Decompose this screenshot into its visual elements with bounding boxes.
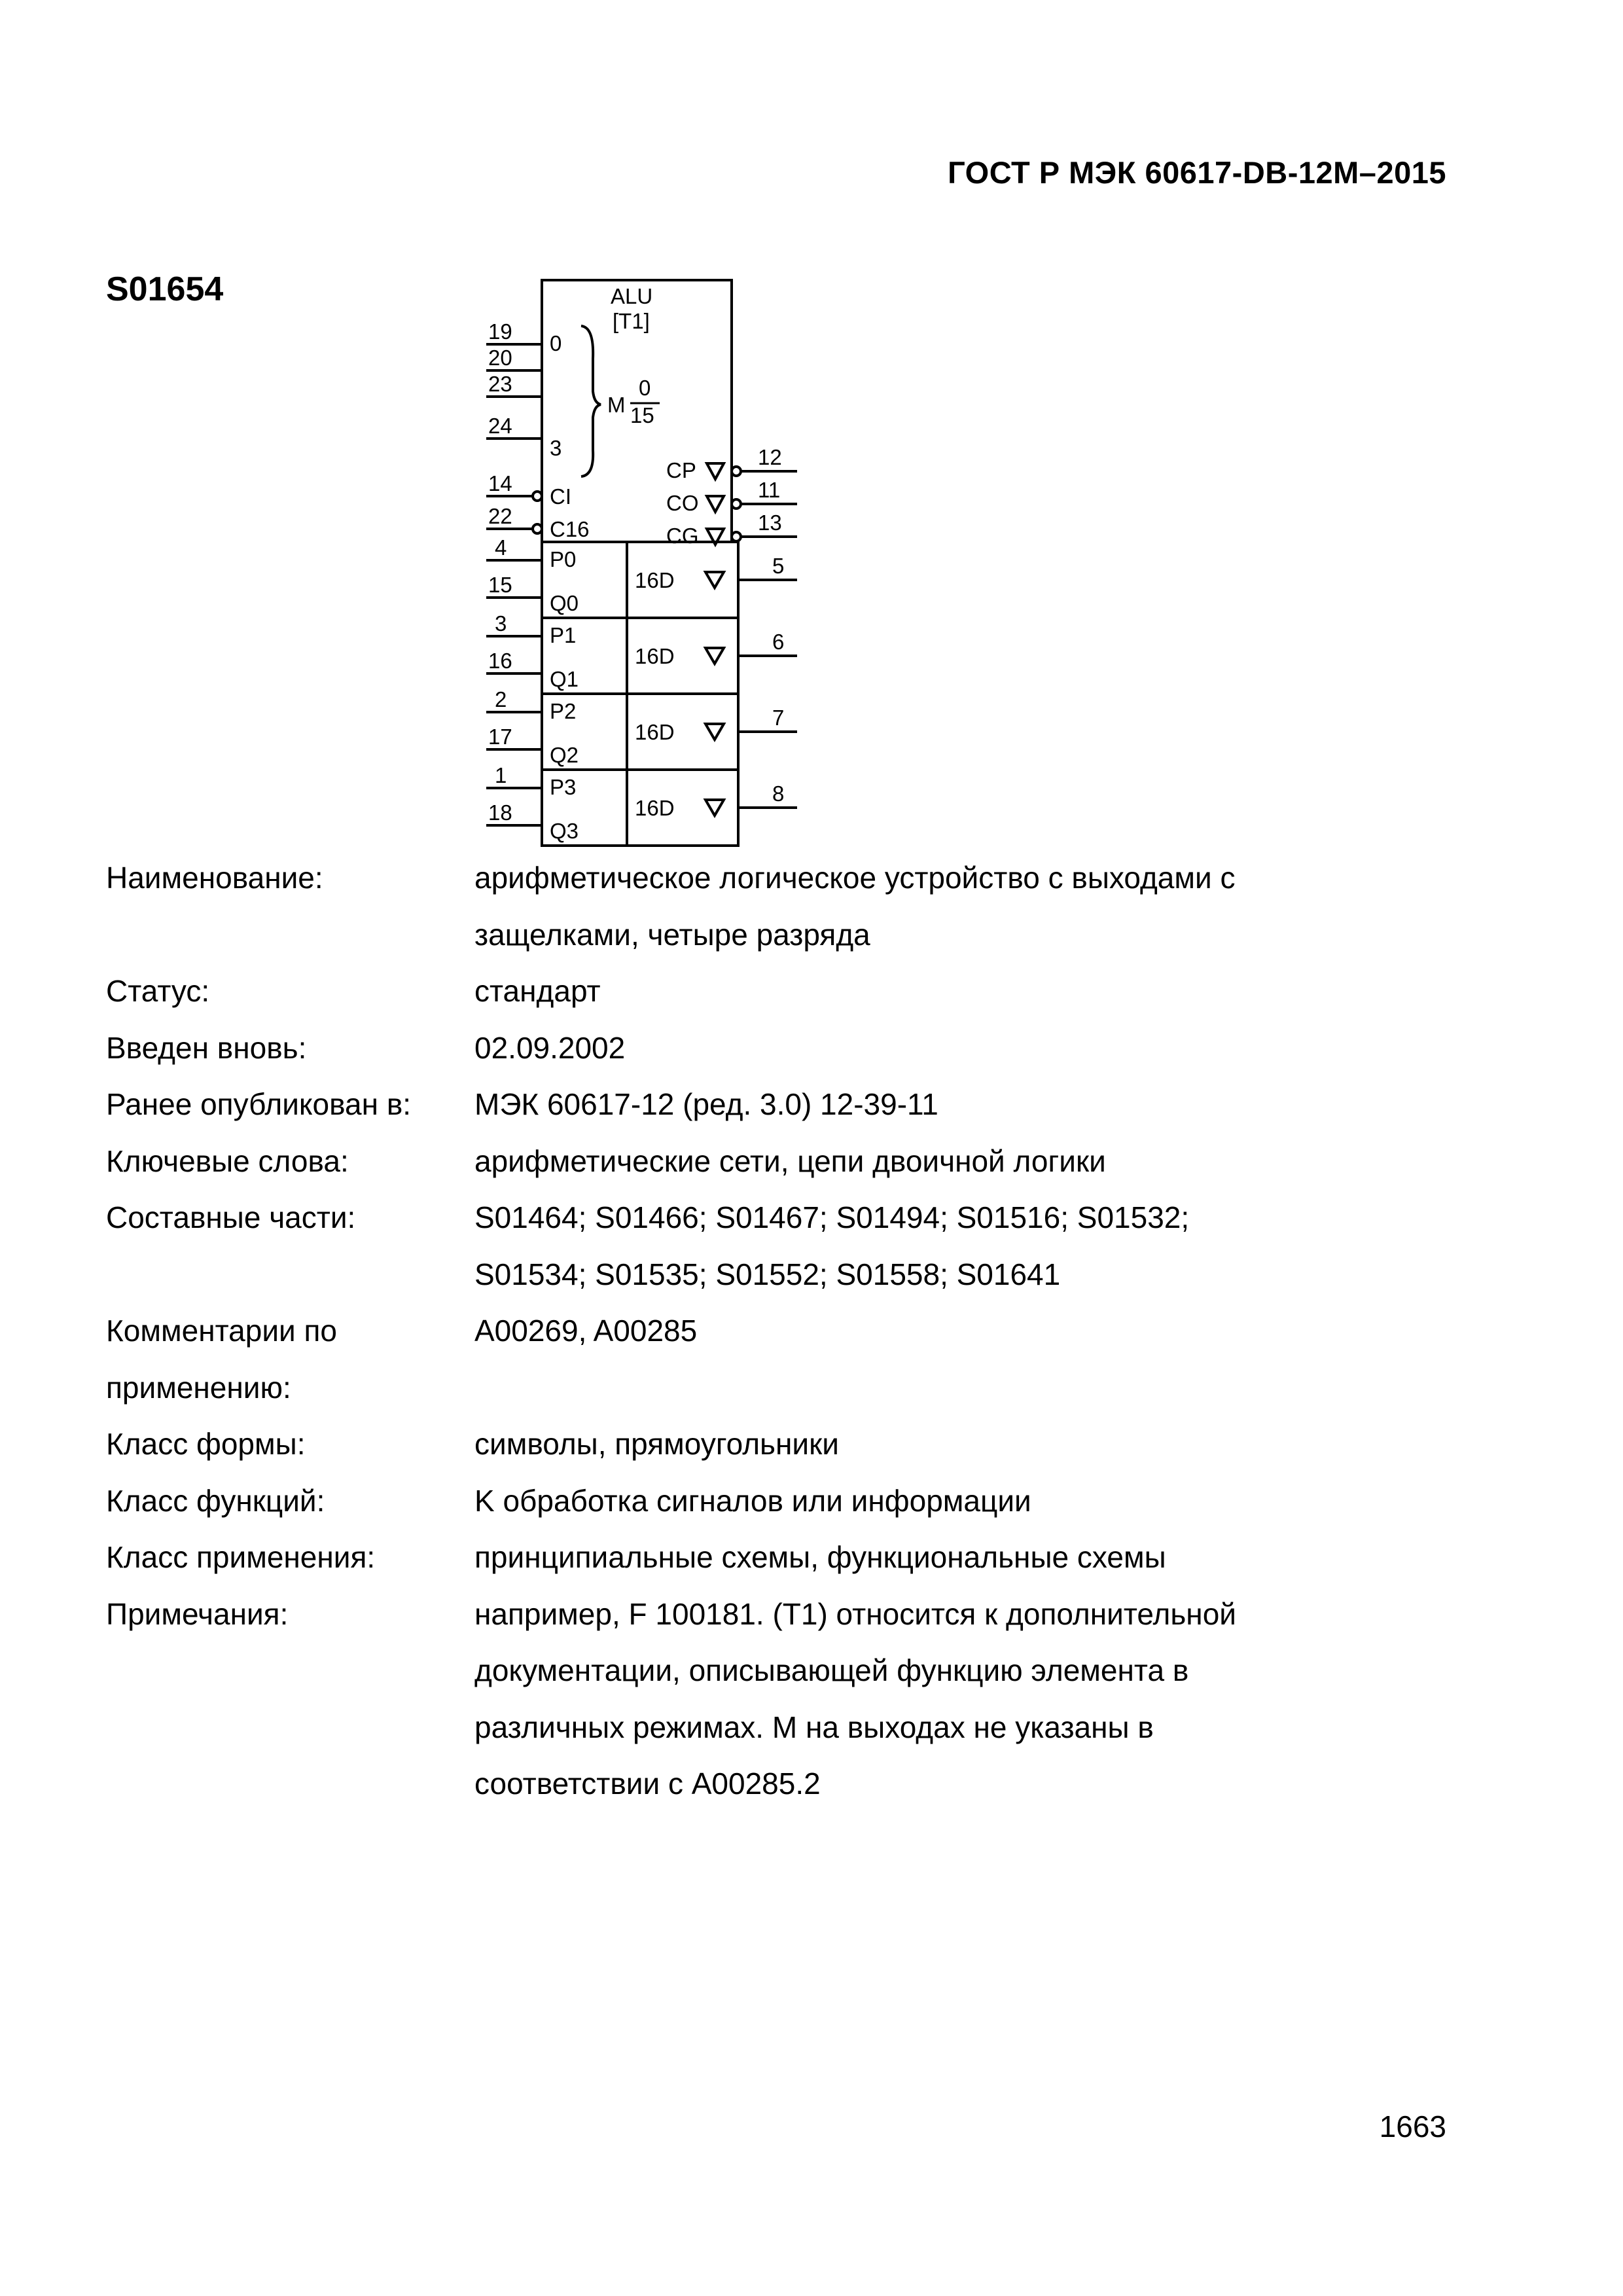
property-value: символы, прямоугольники bbox=[474, 1427, 839, 1461]
value-line: соответствии с A00285.2 bbox=[474, 1767, 821, 1801]
pin-22: 22 bbox=[488, 504, 512, 528]
label-line: Комментарии по bbox=[106, 1314, 337, 1348]
property-row-notes bbox=[106, 1586, 1480, 1812]
property-label: Ранее опубликован в: bbox=[106, 1087, 412, 1121]
property-row-keywords bbox=[106, 1133, 1480, 1190]
q1-label: Q1 bbox=[550, 667, 579, 691]
property-row-introduced bbox=[106, 1020, 1480, 1077]
pin-18: 18 bbox=[488, 800, 512, 825]
pin-16: 16 bbox=[488, 649, 512, 673]
property-value bbox=[474, 850, 1345, 963]
value-line: документации, описывающей функцию элемента в bbox=[474, 1653, 1189, 1687]
mode-numerator: 0 bbox=[639, 376, 651, 400]
page-number: 1663 bbox=[1379, 2109, 1446, 2144]
p2-label: P2 bbox=[550, 699, 577, 723]
symbol-code: S01654 bbox=[106, 270, 224, 308]
q2-label: Q2 bbox=[550, 743, 579, 767]
standard-header: ГОСТ Р МЭК 60617-DB-12M–2015 bbox=[948, 155, 1446, 190]
value-line: например, F 100181. (T1) относится к дополнительной bbox=[474, 1596, 1236, 1631]
pin-5: 5 bbox=[772, 554, 785, 578]
value-line: арифметическое логическое устройство с выходами с bbox=[474, 861, 1236, 895]
property-value: МЭК 60617-12 (ред. 3.0) 12-39-11 bbox=[474, 1087, 938, 1121]
group-bottom-label: 3 bbox=[550, 436, 562, 460]
pin-3: 3 bbox=[495, 611, 507, 636]
p3-label: P3 bbox=[550, 775, 577, 799]
property-label bbox=[106, 1302, 474, 1416]
ci-label: CI bbox=[550, 484, 571, 509]
property-value: K обработка сигналов или информации bbox=[474, 1483, 1031, 1518]
stage1-16d: 16D bbox=[635, 644, 675, 668]
group-top-label: 0 bbox=[550, 331, 562, 355]
stage3-16d: 16D bbox=[635, 796, 675, 820]
stage2-16d: 16D bbox=[635, 720, 675, 744]
property-value: 02.09.2002 bbox=[474, 1030, 626, 1065]
pin-23: 23 bbox=[488, 372, 512, 396]
property-row-form-class bbox=[106, 1416, 1480, 1473]
value-line: S01534; S01535; S01552; S01558; S01641 bbox=[474, 1257, 1061, 1291]
pin-6: 6 bbox=[772, 630, 785, 654]
mode-letter: M bbox=[607, 393, 626, 417]
q0-label: Q0 bbox=[550, 591, 579, 615]
pin-2: 2 bbox=[495, 687, 507, 711]
property-row-function-class bbox=[106, 1473, 1480, 1530]
pin-4: 4 bbox=[495, 535, 507, 560]
property-label: Составные части: bbox=[106, 1200, 356, 1234]
pin-24: 24 bbox=[488, 414, 512, 438]
mode-denominator: 15 bbox=[630, 403, 654, 427]
alu-title: ALU bbox=[611, 284, 653, 308]
property-label: Статус: bbox=[106, 974, 210, 1008]
alu-logic-symbol bbox=[470, 267, 810, 856]
p1-label: P1 bbox=[550, 623, 577, 647]
property-label: Класс функций: bbox=[106, 1483, 325, 1518]
pin-8: 8 bbox=[772, 781, 785, 806]
properties-table bbox=[106, 850, 1480, 1812]
pin-19: 19 bbox=[488, 319, 512, 344]
stage0-16d: 16D bbox=[635, 568, 675, 592]
pin-11: 11 bbox=[758, 478, 781, 502]
property-label: Ключевые слова: bbox=[106, 1143, 349, 1178]
property-value: стандарт bbox=[474, 974, 601, 1008]
pin-12: 12 bbox=[758, 445, 782, 469]
property-row-application-class bbox=[106, 1529, 1480, 1586]
pin-20: 20 bbox=[488, 346, 512, 370]
property-label: Класс применения: bbox=[106, 1540, 376, 1574]
pin-13: 13 bbox=[758, 511, 782, 535]
property-value: принципиальные схемы, функциональные схемы bbox=[474, 1540, 1166, 1574]
c16-label: C16 bbox=[550, 517, 590, 541]
property-value: A00269, A00285 bbox=[474, 1314, 698, 1348]
label-line: применению: bbox=[106, 1370, 291, 1405]
value-line: защелками, четыре разряда bbox=[474, 917, 870, 952]
q3-label: Q3 bbox=[550, 819, 579, 843]
property-row-status bbox=[106, 963, 1480, 1020]
property-value bbox=[474, 1189, 1345, 1302]
co-label: CO bbox=[666, 491, 699, 515]
property-label: Класс формы: bbox=[106, 1427, 306, 1461]
value-line: различных режимах. M на выходах не указаны в bbox=[474, 1710, 1154, 1744]
pin-14: 14 bbox=[488, 471, 512, 495]
property-value bbox=[474, 1586, 1345, 1812]
property-row-published bbox=[106, 1076, 1480, 1133]
pin-7: 7 bbox=[772, 706, 785, 730]
cp-label: CP bbox=[666, 458, 696, 482]
cg-label: CG bbox=[666, 524, 699, 548]
value-line: S01464; S01466; S01467; S01494; S01516; S01532; bbox=[474, 1200, 1190, 1234]
p0-label: P0 bbox=[550, 547, 577, 571]
property-row-name bbox=[106, 850, 1480, 963]
pin-1: 1 bbox=[495, 763, 507, 787]
property-label: Наименование: bbox=[106, 861, 323, 895]
property-row-components bbox=[106, 1189, 1480, 1302]
property-row-comments bbox=[106, 1302, 1480, 1416]
alu-t1: [T1] bbox=[613, 309, 650, 333]
property-value: арифметические сети, цепи двоичной логики bbox=[474, 1143, 1106, 1178]
property-label: Введен вновь: bbox=[106, 1030, 307, 1065]
pin-15: 15 bbox=[488, 573, 512, 597]
property-label: Примечания: bbox=[106, 1596, 289, 1631]
pin-17: 17 bbox=[488, 725, 512, 749]
